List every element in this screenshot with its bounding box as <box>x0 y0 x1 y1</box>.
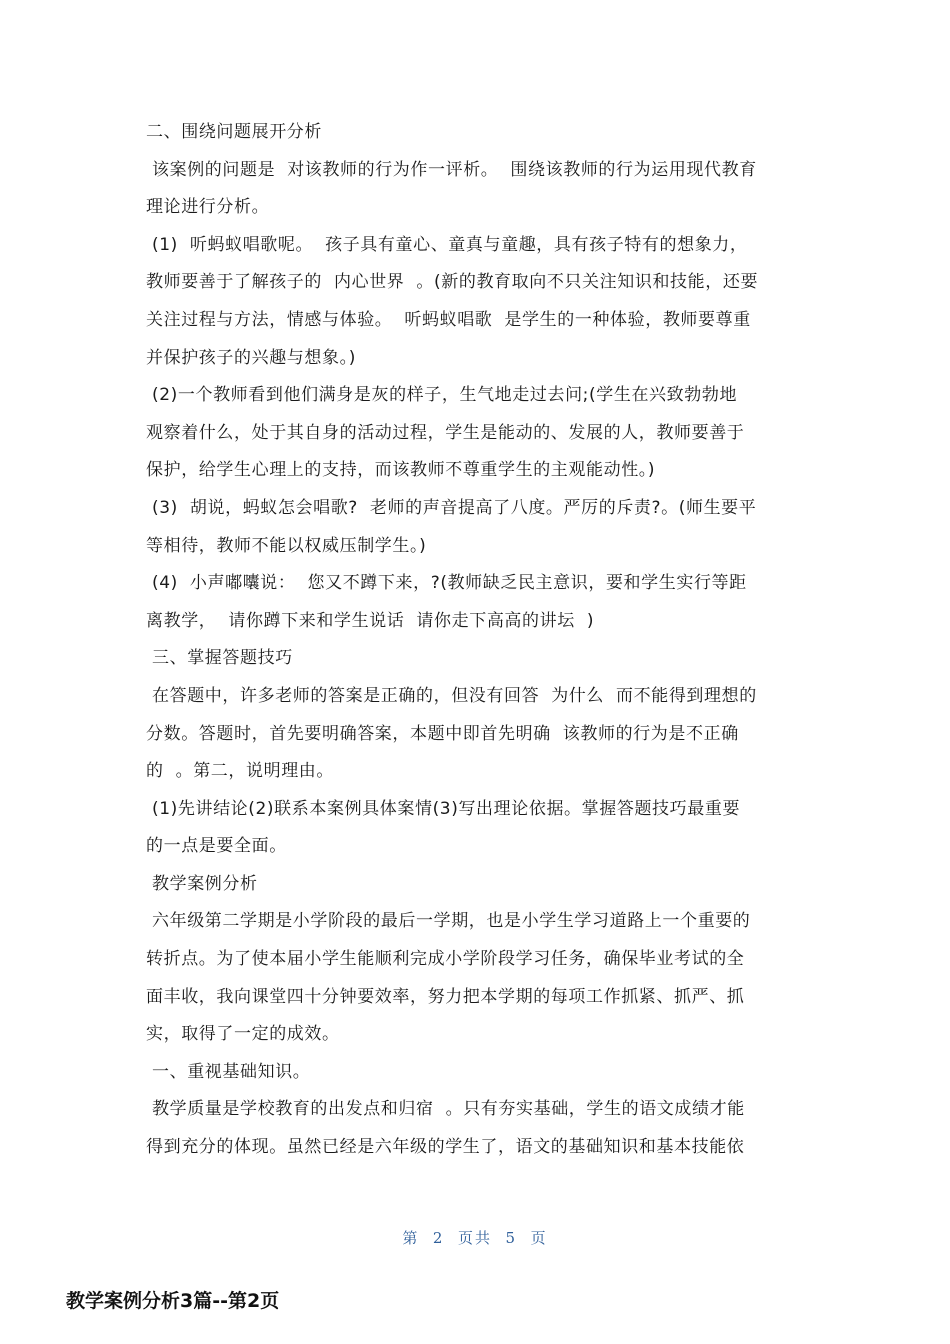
text-line: 并保护孩子的兴趣与想象。) <box>146 347 356 368</box>
text-line: 保护，给学生心理上的支持，而该教师不尊重学生的主观能动性。) <box>146 460 656 481</box>
text-line: 该案例的问题是 对该教师的行为作一评析。 围绕该教师的行为运用现代教育 <box>146 159 757 180</box>
text-line: 教师要善于了解孩子的 内心世界 。(新的教育取向不只关注知识和技能，还要 <box>146 272 759 293</box>
text-line: 一、重视基础知识。 <box>146 1061 311 1082</box>
text-line: 理论进行分析。 <box>146 197 270 218</box>
text-line: 等相待，教师不能以权威压制学生。) <box>146 535 427 556</box>
text-line: (4) 小声嘟囔说： 您又不蹲下来，?(教师缺乏民主意识，要和学生实行等距 <box>146 573 747 594</box>
text-line: 关注过程与方法，情感与体验。 听蚂蚁唱歌 是学生的一种体验，教师要尊重 <box>146 309 751 330</box>
document-title-caption: 教学案例分析3篇--第2页 <box>66 1290 280 1312</box>
text-line: 实，取得了一定的成效。 <box>146 1024 340 1045</box>
text-line: 得到充分的体现。虽然已经是六年级的学生了，语文的基础知识和基本技能依 <box>146 1137 745 1158</box>
text-line: 观察着什么，处于其自身的活动过程，学生是能动的、发展的人，教师要善于 <box>146 422 745 443</box>
text-line: 三、掌握答题技巧 <box>146 648 293 669</box>
text-line: 在答题中，许多老师的答案是正确的，但没有回答 为什么 而不能得到理想的 <box>146 685 757 706</box>
text-line: 六年级第二学期是小学阶段的最后一学期，也是小学生学习道路上一个重要的 <box>146 911 751 932</box>
text-line: (2)一个教师看到他们满身是灰的样子，生气地走过去问;(学生在兴致勃勃地 <box>146 385 738 406</box>
text-line: 转折点。为了使本届小学生能顺利完成小学阶段学习任务，确保毕业考试的全 <box>146 949 745 970</box>
text-line: 教学质量是学校教育的出发点和归宿 。只有夯实基础，学生的语文成绩才能 <box>146 1099 745 1120</box>
text-line: 分数。答题时，首先要明确答案，本题中即首先明确 该教师的行为是不正确 <box>146 723 739 744</box>
text-line: (1)先讲结论(2)联系本案例具体案情(3)写出理论依据。掌握答题技巧最重要 <box>146 798 741 819</box>
text-line: 面丰收，我向课堂四十分钟要效率，努力把本学期的每项工作抓紧、抓严、抓 <box>146 986 745 1007</box>
text-line: (1) 听蚂蚁唱歌呢。 孩子具有童心、童真与童趣，具有孩子特有的想象力， <box>146 234 748 255</box>
page-number-footer: 第 2 页共 5 页 <box>402 1229 548 1247</box>
text-line: 教学案例分析 <box>146 873 258 894</box>
text-line: (3) 胡说，蚂蚁怎会唱歌? 老师的声音提高了八度。严厉的斥责?。(师生要平 <box>146 497 757 518</box>
text-line: 的 。第二，说明理由。 <box>146 761 335 782</box>
text-line: 的一点是要全面。 <box>146 836 287 857</box>
document-body <box>146 114 808 1167</box>
text-line: 离教学， 请你蹲下来和学生说话 请你走下高高的讲坛 ) <box>146 610 595 631</box>
text-line: 二、围绕问题展开分析 <box>146 122 322 142</box>
